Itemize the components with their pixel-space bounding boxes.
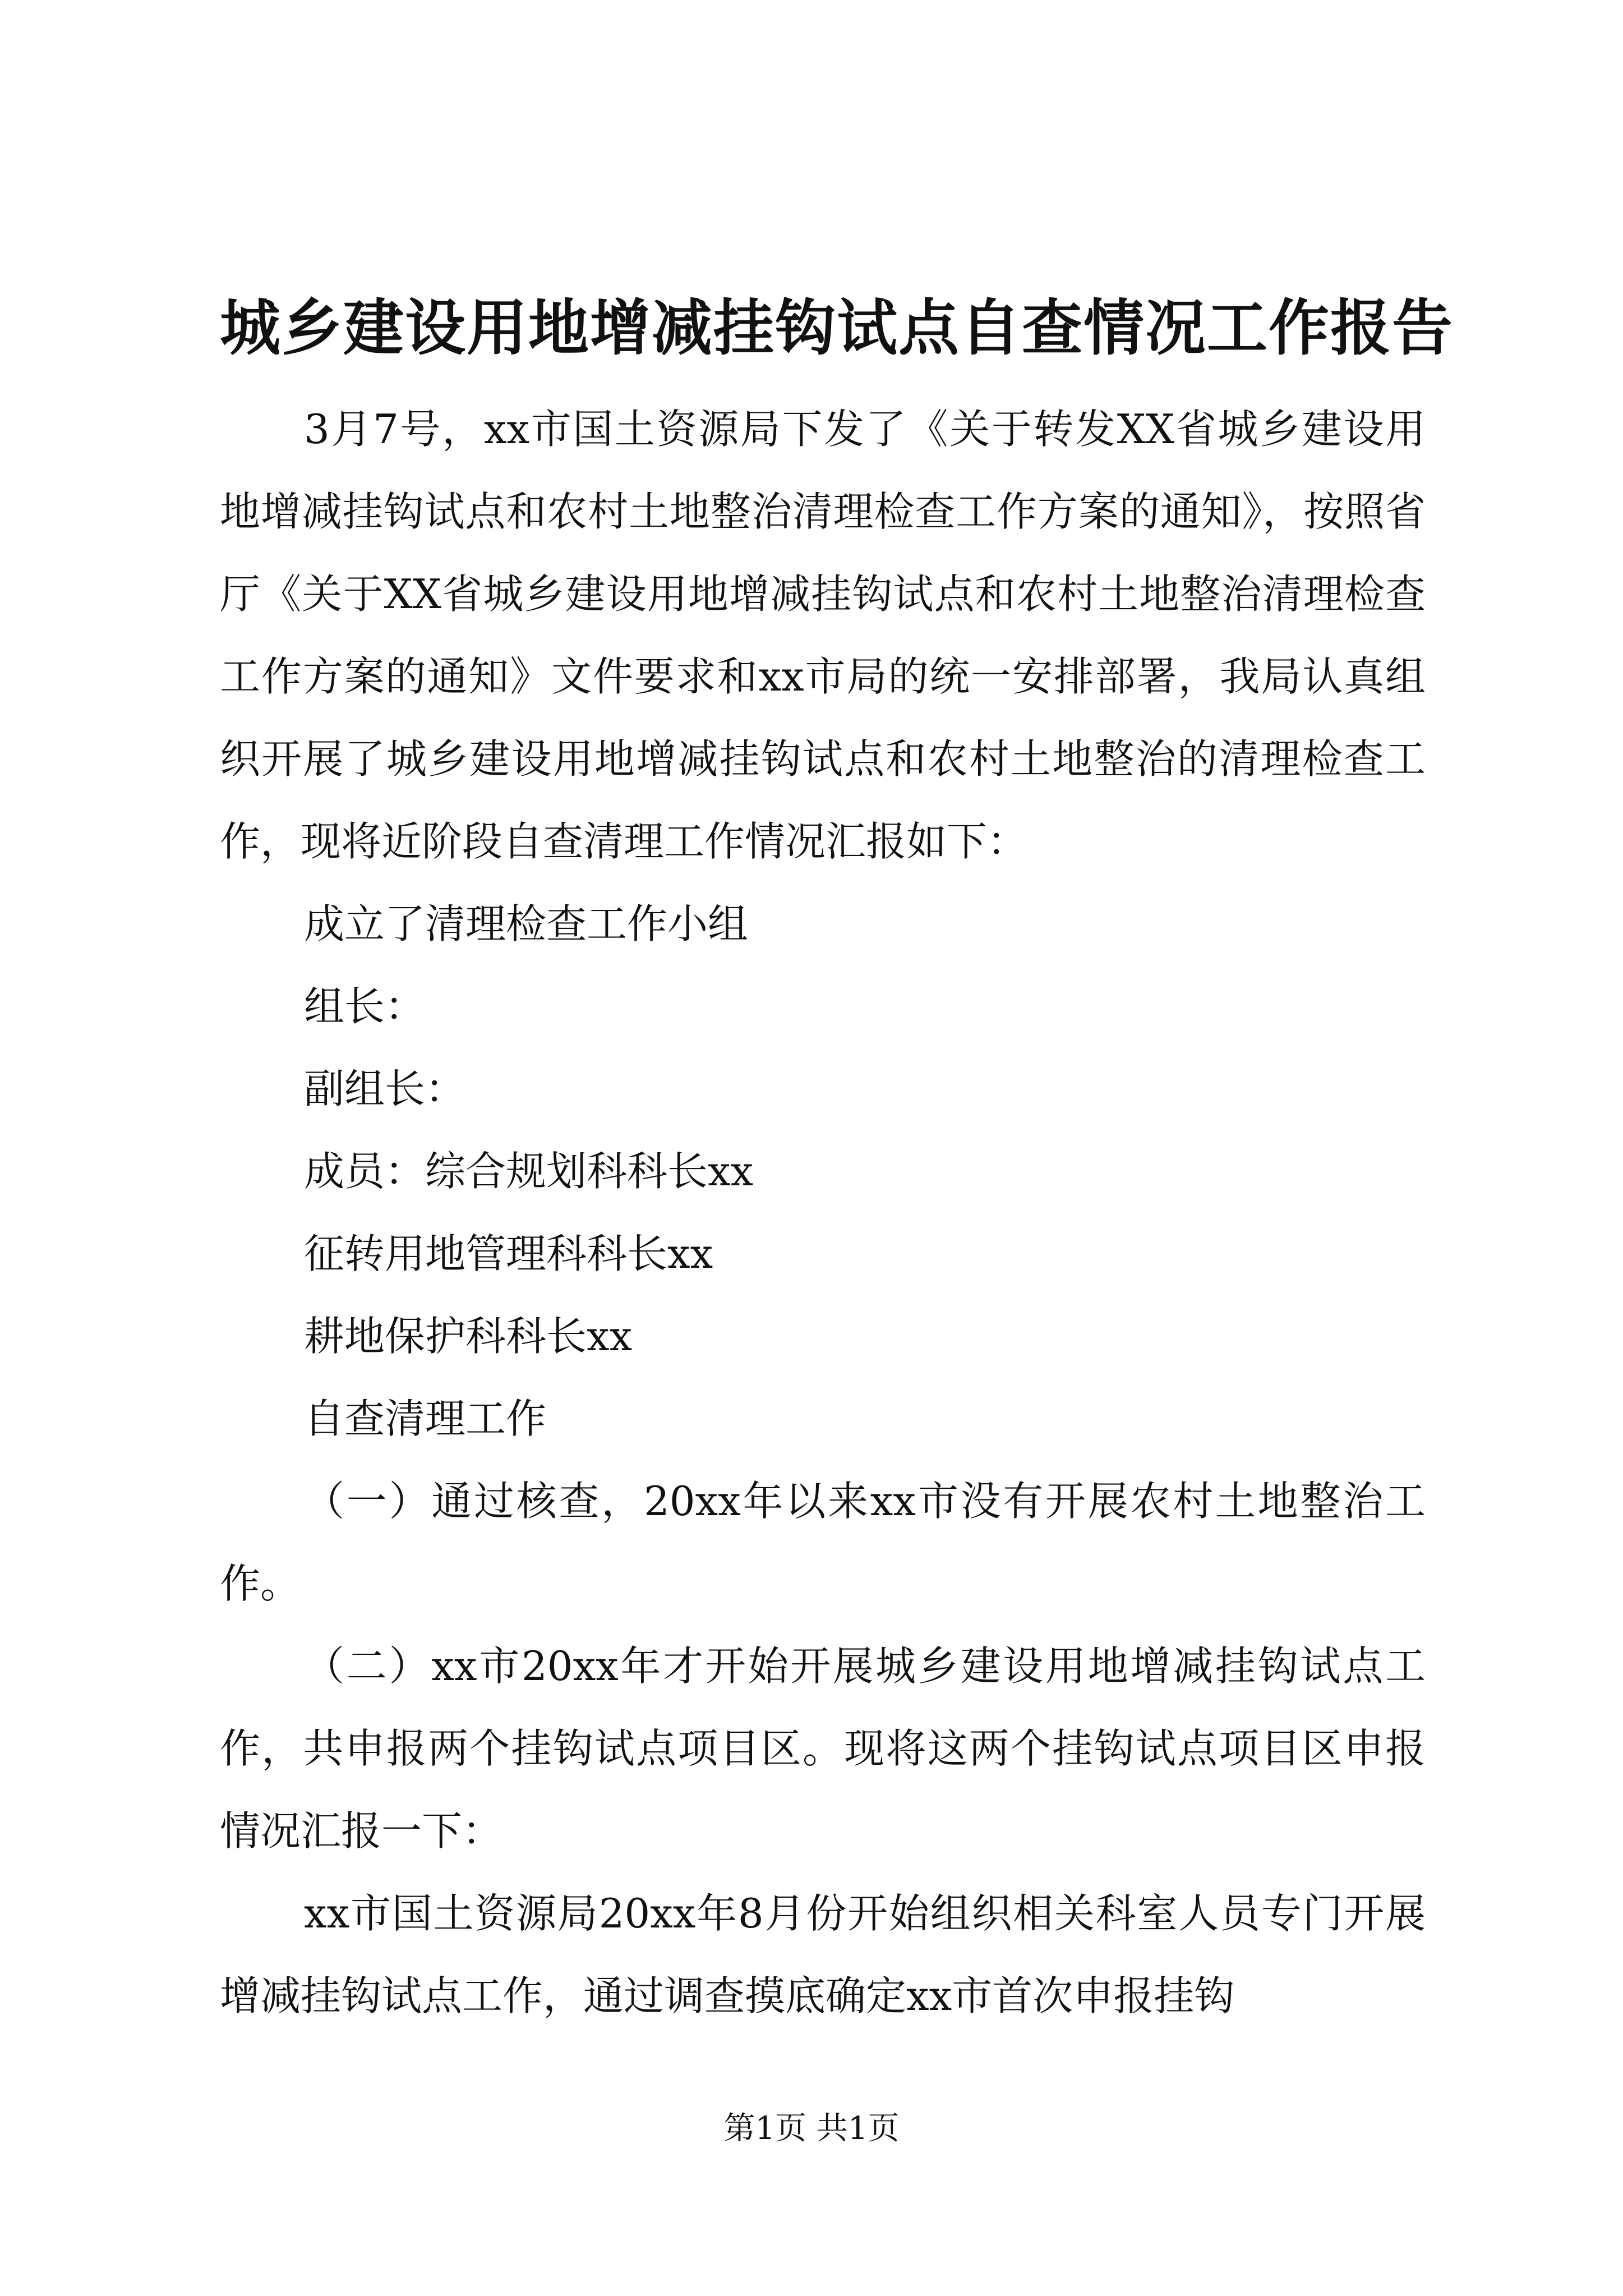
paragraph-self-check-heading: 自查清理工作 bbox=[304, 1395, 547, 1442]
paragraph-group-leader: 组长： bbox=[304, 983, 426, 1030]
document-body bbox=[220, 388, 1426, 2037]
paragraph-deputy-leader: 副组长： bbox=[304, 1065, 466, 1112]
paragraph-project-start: xx市国土资源局20xx年8月份开始组织相关科室人员专门开展增减挂钩试点工作，通过调查摸底确定xx市首次申报挂钩 bbox=[220, 1890, 1426, 2019]
paragraph-members: 成员：综合规划科科长xx bbox=[304, 1148, 754, 1195]
paragraph-member-land-use: 征转用地管理科科长xx bbox=[304, 1230, 713, 1277]
paragraph-group-heading: 成立了清理检查工作小组 bbox=[304, 900, 749, 947]
page-footer: 第1页 共1页 bbox=[723, 2110, 900, 2147]
paragraph-intro: 3月7号，xx市国土资源局下发了《关于转发XX省城乡建设用地增减挂钩试点和农村土地整治清理检查工作方案的通知》，按照省厅《关于XX省城乡建设用地增减挂钩试点和农村土地整治清理检查工作方案的通知》文件要求和xx市局的统一安排部署，我局认真组织开展了城乡建设用地增减挂钩试点和农村土地整治的清理检查工作，现将近阶段自查清理工作情况汇报如下： bbox=[220, 406, 1426, 865]
paragraph-item-one: （一）通过核查，20xx年以来xx市没有开展农村土地整治工作。 bbox=[220, 1478, 1426, 1607]
document-title: 城乡建设用地增减挂钩试点自查情况工作报告 bbox=[220, 293, 1454, 364]
paragraph-item-two: （二）xx市20xx年才开始开展城乡建设用地增减挂钩试点工作，共申报两个挂钩试点项目区。现将这两个挂钩试点项目区申报情况汇报一下： bbox=[220, 1642, 1426, 1855]
paragraph-member-farmland: 耕地保护科科长xx bbox=[304, 1313, 633, 1360]
